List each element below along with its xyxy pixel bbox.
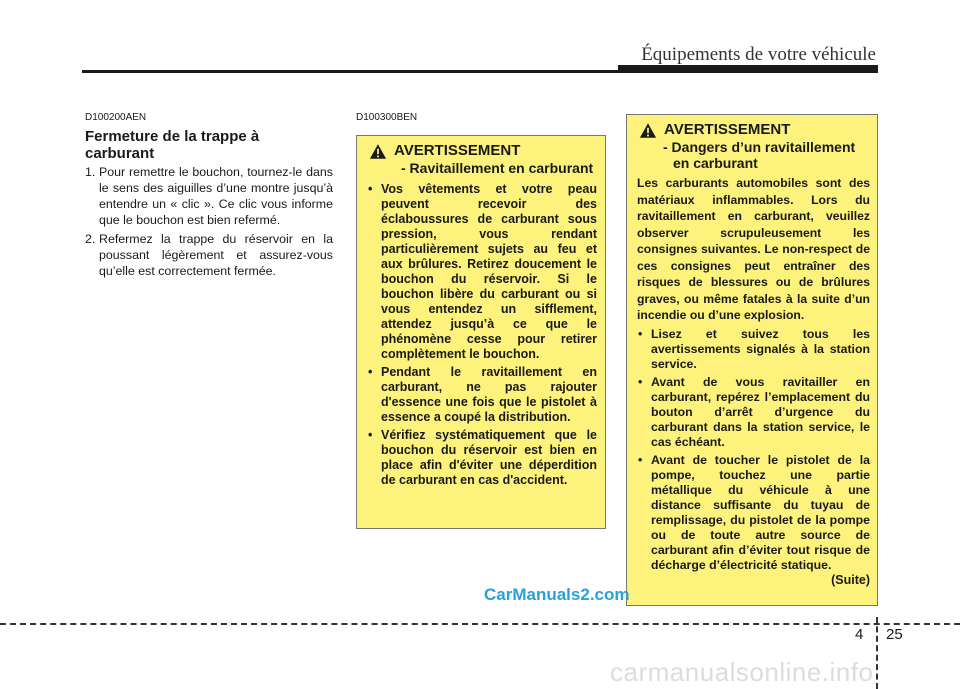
section-code: D100300BEN — [356, 112, 418, 123]
warning-triangle-icon — [639, 122, 657, 139]
warning-subtitle: - Dangers d’un ravitaillement en carburant — [663, 139, 856, 171]
footer-rule — [0, 623, 960, 625]
list-item: • Vérifiez systématiquement que le bouchon du réservoir est bien en place afin d'éviter une déperdition de carburant en cas d'accident. — [367, 428, 597, 488]
step-item — [85, 231, 333, 279]
chapter-title: Équipements de votre véhicule — [641, 44, 876, 65]
step-number: 1. — [85, 165, 96, 179]
list-item: • Pendant le ravitaillement en carburant, ne pas rajouter d'essence une fois que le pistolet à essence a coupé la distribution. — [367, 365, 597, 425]
list-item: • Avant de vous ravitailler en carburant, repérez l’emplacement du bouton d’arrêt d’urgence du carburant dans la station service, le cas échéant. — [637, 375, 870, 450]
step-number: 2. — [85, 232, 96, 246]
instruction-steps — [85, 164, 333, 282]
list-item: • Lisez et suivez tous les avertissements signalés à la station service. — [637, 327, 870, 372]
section-heading: Fermeture de la trappe à carburant — [85, 128, 260, 162]
continued-label: (Suite) — [831, 572, 870, 587]
warning-list — [367, 182, 597, 488]
warning-intro: Les carburants automobiles sont des matériaux inflammables. Lors du ravitaillement en carburant, veuillez observer scrupuleusement les consignes suivantes. Le non-respect de ces consignes peut entraîner des risques de blessures ou de brûlures graves, ou même fatales à la suite d’un incendie ou d’une explosion. — [637, 176, 870, 322]
header-rule — [82, 70, 878, 73]
warning-box-dangers — [626, 114, 878, 606]
section-number: 4 — [855, 626, 864, 643]
warning-title: AVERTISSEMENT — [664, 121, 791, 138]
warning-triangle-icon — [369, 143, 387, 160]
site-watermark: carmanualsonline.info — [610, 657, 874, 687]
warning-box-refueling — [356, 135, 606, 529]
warning-title: AVERTISSEMENT — [394, 142, 521, 159]
warning-header — [639, 121, 870, 139]
section-code: D100200AEN — [85, 112, 147, 123]
list-item: • Vos vêtements et votre peau peuvent recevoir des éclaboussures de carburant sous pression, vous rendant particulièrement sujets au feu et aux brûlures. Retirez doucement le bouchon du réservoir. Si le bouchon libère du carburant ou si vous entendez un sifflement, attendez jusqu’à ce que le phénomène cesse pour retirer complètement le bouchon. — [367, 182, 597, 362]
page-number-separator — [876, 617, 878, 689]
page-number: 25 — [886, 626, 903, 643]
list-item: • Avant de toucher le pistolet de la pompe, touchez une partie métallique du véhicule à une distance suffisante du tuyau de remplissage, du pistolet de la pompe ou de toute autre source de carburant afin d’éviter tout risque de décharge d’électricité statique. — [637, 453, 870, 573]
warning-header — [369, 142, 597, 160]
step-text: Refermez la trappe du réservoir en la poussant légèrement et assurez-vous qu’elle est correctement fermée. — [99, 232, 333, 278]
watermark-logo: CarManuals2.com — [484, 585, 630, 604]
step-item — [85, 164, 333, 228]
warning-subtitle: - Ravitaillement en carburant — [401, 160, 594, 176]
warning-list — [637, 327, 870, 573]
step-text: Pour remettre le bouchon, tournez-le dans le sens des aiguilles d’une montre jusqu’à entendre un « clic ». Ce clic vous informe que le bouchon est bien refermé. — [99, 165, 333, 227]
